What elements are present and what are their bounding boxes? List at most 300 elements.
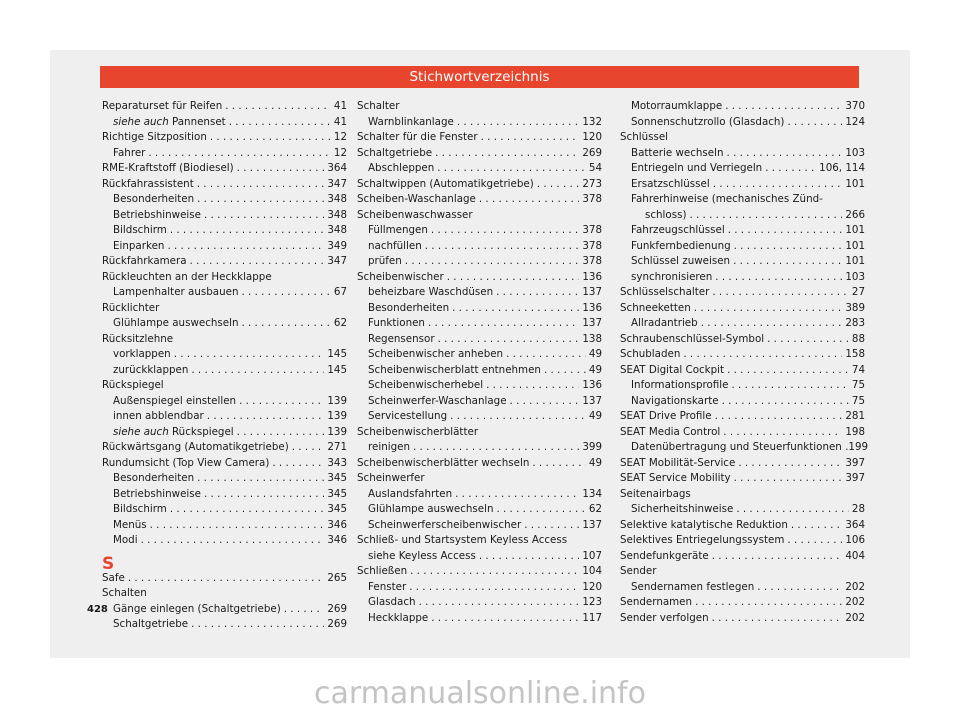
- index-entry-page: 103: [845, 270, 865, 283]
- index-entry-page: 378: [582, 193, 602, 205]
- index-entry-page: 346: [327, 518, 347, 531]
- dot-leader: [272, 457, 324, 469]
- index-entry: [102, 503, 347, 519]
- index-entry-term: Selektive katalytische Reduktion: [620, 518, 788, 531]
- index-entry-term: SEAT Mobilität-Service: [620, 456, 736, 469]
- index-entry-page: 54: [588, 162, 602, 174]
- index-entry-term: Batterie wechseln: [631, 146, 724, 159]
- index-entry: [620, 596, 865, 612]
- index-entry-term: siehe Keyless Access: [368, 549, 476, 562]
- dot-leader: [727, 147, 843, 159]
- index-entry: [102, 410, 347, 426]
- dot-leader: [738, 457, 842, 469]
- index-entry-page: 269: [582, 146, 602, 159]
- dot-leader: [694, 302, 843, 314]
- index-entry: [102, 131, 347, 147]
- index-entry-term: Scheiben-Waschanlage: [357, 193, 476, 205]
- index-entry-term: Füllmengen: [368, 224, 428, 236]
- index-entry: [102, 224, 347, 240]
- index-entry: [620, 255, 865, 271]
- index-entry: [620, 426, 865, 442]
- index-entry: [357, 178, 602, 194]
- index-entry-page: 139: [327, 410, 347, 422]
- dot-leader: [191, 618, 324, 630]
- dot-leader: [787, 534, 842, 546]
- index-entry-page: 265: [327, 571, 347, 584]
- index-entry-page: 347: [327, 255, 347, 267]
- index-entry: [357, 503, 602, 519]
- index-entry-page: 349: [327, 239, 347, 252]
- index-entry-term: Abschleppen: [368, 162, 435, 174]
- index-entry: [620, 519, 865, 535]
- dot-leader: [712, 550, 843, 562]
- index-entry-page: 136: [582, 270, 602, 283]
- index-entry-term: Selektives Entriegelungssystem: [620, 534, 785, 546]
- index-entry-term: Informationsprofile: [631, 379, 729, 391]
- dot-leader: [734, 240, 843, 252]
- index-entry-page: 137: [582, 286, 602, 298]
- index-entry: [357, 162, 602, 178]
- index-entry: [102, 286, 347, 302]
- dot-leader: [715, 410, 843, 422]
- index-entry-term: Motorraumklappe: [631, 100, 723, 112]
- index-entry-page: 101: [845, 239, 865, 252]
- index-entry-term: Glühlampe auswechseln: [113, 317, 239, 329]
- index-entry: [102, 534, 347, 550]
- index-entry-term: Funkfernbedienung: [631, 239, 731, 252]
- index-entry: [102, 457, 347, 473]
- index-entry: [357, 379, 602, 395]
- dot-leader: [791, 519, 842, 531]
- index-entry-page: 137: [582, 394, 602, 407]
- dot-leader: [204, 488, 324, 500]
- index-entry-term: Menüs: [113, 518, 147, 531]
- index-entry-page: 273: [582, 177, 602, 190]
- index-entry-page: 137: [582, 317, 602, 329]
- dot-leader: [713, 178, 843, 190]
- index-entry: [620, 364, 865, 380]
- index-entry-page: 281: [845, 410, 865, 422]
- dot-leader: [428, 317, 579, 329]
- index-entry-term: Schließen: [357, 565, 408, 577]
- index-entry-page: 145: [327, 363, 347, 376]
- dot-leader: [496, 286, 579, 298]
- dot-leader: [506, 348, 586, 360]
- index-entry-page: 117: [582, 611, 602, 624]
- index-entry-page: 67: [333, 286, 347, 298]
- index-entry-term: Modi: [113, 534, 138, 546]
- index-entry: [102, 472, 347, 488]
- index-entry: [102, 572, 347, 588]
- dot-leader: [767, 333, 849, 345]
- index-entry-term: Fahrzeugschlüssel: [631, 224, 725, 236]
- index-entry-term: Schalter für die Fenster: [357, 131, 478, 143]
- index-entry: [620, 581, 865, 597]
- index-entry-term: nachfüllen: [368, 239, 422, 252]
- index-entry: [357, 596, 602, 612]
- index-entry: [102, 209, 347, 225]
- dot-leader: [733, 255, 842, 267]
- index-entry: [357, 224, 602, 240]
- dot-leader: [425, 240, 580, 252]
- index-entry-page: 49: [588, 456, 602, 469]
- index-entry: [620, 193, 865, 209]
- index-entry: [620, 441, 869, 457]
- dot-leader: [204, 209, 324, 221]
- index-entry-term: Heckklappe: [368, 611, 429, 624]
- dot-leader: [496, 503, 585, 515]
- index-page: [50, 50, 910, 658]
- index-entry-page: 27: [851, 286, 865, 298]
- index-entry-term: Glühlampe auswechseln: [368, 503, 494, 515]
- index-entry-page: 75: [851, 394, 865, 407]
- index-entry-term: Scheinwerfer-Waschanlage: [368, 394, 507, 407]
- index-entry-term-text: Pannenset: [168, 115, 226, 128]
- index-entry-term: Schaltgetriebe: [357, 146, 433, 159]
- index-entry: [357, 457, 602, 473]
- index-entry-page: 101: [845, 177, 865, 190]
- index-entry-term: Sendernamen festlegen: [631, 580, 755, 593]
- index-entry-page: 139: [327, 425, 347, 438]
- index-entry: [102, 488, 347, 504]
- index-entry-page: 138: [582, 332, 602, 345]
- index-entry-term: innen abblendbar: [113, 410, 204, 422]
- dot-leader: [210, 131, 331, 143]
- index-entry: [357, 472, 602, 488]
- index-entry: [102, 317, 347, 333]
- dot-leader: [239, 395, 324, 407]
- index-entry-term: Fahrer: [113, 146, 146, 159]
- index-entry-term: Funktionen: [368, 317, 425, 329]
- index-entry-page: 28: [851, 503, 865, 515]
- index-entry-page: 103: [845, 146, 865, 159]
- index-entry-term: SEAT Media Control: [620, 425, 721, 438]
- index-entry: [357, 317, 602, 333]
- index-entry-term: Rückspiegel: [102, 379, 164, 391]
- dot-leader: [237, 426, 325, 438]
- index-entry-page: 399: [582, 441, 602, 453]
- index-entry: [102, 100, 347, 116]
- index-entry-term: Einparken: [113, 239, 165, 252]
- index-entry: [357, 240, 602, 256]
- dot-leader: [683, 348, 842, 360]
- index-entry: [357, 488, 602, 504]
- page-header-title: Stichwortverzeichnis: [100, 66, 859, 88]
- index-entry-term: Safe: [102, 571, 125, 584]
- index-entry: [357, 395, 602, 411]
- dot-leader: [437, 162, 586, 174]
- index-entry-page: 123: [582, 596, 602, 608]
- index-entry-page: 198: [845, 425, 865, 438]
- index-entry-term: Sender: [620, 565, 657, 577]
- dot-leader: [457, 116, 579, 128]
- index-entry: [620, 503, 865, 519]
- index-entry-term: Seitenairbags: [620, 487, 691, 500]
- dot-leader: [524, 519, 579, 531]
- index-entry-term: [113, 116, 226, 128]
- watermark: carmanualsonline.info: [314, 676, 646, 711]
- index-entry: [357, 534, 602, 550]
- index-entry: [102, 271, 347, 287]
- dot-leader: [174, 348, 325, 360]
- dot-leader: [722, 395, 849, 407]
- index-entry: [102, 364, 347, 380]
- index-entry-term: Scheibenwischerblatt entnehmen: [368, 363, 541, 376]
- index-entry: [357, 271, 602, 287]
- index-entry-page: 88: [851, 332, 865, 345]
- index-entry-page: 75: [851, 379, 865, 391]
- index-entry: [620, 131, 865, 147]
- index-entry-page: 345: [327, 472, 347, 484]
- index-entry-term: schloss): [645, 208, 687, 221]
- index-entry-term: Schalter: [357, 100, 400, 112]
- index-entry-page: 378: [582, 239, 602, 252]
- dot-leader: [419, 596, 580, 608]
- index-entry: [357, 286, 602, 302]
- index-entry-term: SEAT Service Mobility: [620, 472, 731, 484]
- index-entry: [102, 333, 347, 349]
- index-entry-term: Auslandsfahrten: [368, 487, 453, 500]
- index-entry: [102, 240, 347, 256]
- index-entry: [620, 550, 865, 566]
- dot-leader: [207, 410, 325, 422]
- index-entry-page: 343: [327, 456, 347, 469]
- index-entry-page: 134: [582, 487, 602, 500]
- index-entry: [357, 348, 602, 364]
- index-entry: [357, 410, 602, 426]
- dot-leader: [725, 100, 842, 112]
- index-entry-term: [113, 426, 234, 438]
- index-entry-term: Fenster: [368, 580, 407, 593]
- dot-leader: [292, 441, 325, 453]
- index-entry-term-text: Rückspiegel: [168, 425, 234, 438]
- index-entry-page: 136: [582, 301, 602, 314]
- index-entry-term: Rückfahrassistent: [102, 177, 194, 190]
- index-entry-page: 12: [333, 131, 347, 143]
- index-entry-page: 364: [845, 518, 865, 531]
- index-entry: [620, 488, 865, 504]
- index-entry: [102, 162, 347, 178]
- index-entry: [620, 472, 865, 488]
- index-entry-term: Servicestellung: [368, 410, 448, 422]
- dot-leader: [455, 488, 579, 500]
- index-entry-term: Regensensor: [368, 332, 435, 345]
- index-entry: [620, 612, 865, 628]
- index-entry-page: 345: [327, 503, 347, 515]
- index-entry-page: 49: [588, 410, 602, 422]
- index-entry-page: 49: [588, 348, 602, 360]
- index-entry: [357, 550, 602, 566]
- dot-leader: [438, 333, 580, 345]
- dot-leader: [727, 364, 849, 376]
- index-entry: [620, 209, 865, 225]
- dot-leader: [141, 534, 325, 546]
- index-entry: [620, 302, 865, 318]
- index-entry: [620, 286, 865, 302]
- index-entry-term: Entriegeln und Verriegeln: [631, 162, 763, 174]
- index-entry-term: Allradantrieb: [631, 317, 698, 329]
- index-entry-term: Schalten: [102, 587, 147, 599]
- index-entry-page: 62: [333, 317, 347, 329]
- index-entry: [102, 426, 347, 442]
- index-entry: [357, 581, 602, 597]
- index-entry: [357, 612, 602, 628]
- index-entry-term: Rundumsicht (Top View Camera): [102, 456, 270, 469]
- index-entry-see-also: siehe auch: [113, 115, 169, 128]
- index-entry-page: 370: [845, 100, 865, 112]
- index-entry-term: Sender verfolgen: [620, 611, 709, 624]
- dot-leader: [148, 147, 331, 159]
- index-entry: [102, 193, 347, 209]
- index-entry: [357, 364, 602, 380]
- index-entry-page: 101: [845, 255, 865, 267]
- dot-leader: [479, 193, 579, 205]
- index-entry: [620, 333, 865, 349]
- dot-leader: [532, 457, 586, 469]
- index-entry: [620, 457, 865, 473]
- dot-leader: [452, 302, 579, 314]
- dot-leader: [167, 240, 324, 252]
- dot-leader: [435, 147, 579, 159]
- index-entry-term: prüfen: [368, 255, 402, 267]
- index-column-1: [102, 100, 347, 634]
- dot-leader: [431, 612, 579, 624]
- index-entry-page: 124: [845, 115, 865, 128]
- index-entry: [102, 255, 347, 271]
- index-entry-term: Reparaturset für Reifen: [102, 100, 223, 112]
- index-section-letter: S: [102, 553, 115, 574]
- dot-leader: [241, 286, 330, 298]
- index-entry-term: Schlüsselschalter: [620, 286, 710, 298]
- index-entry-term: synchronisieren: [631, 270, 713, 283]
- index-entry-term: reinigen: [368, 441, 410, 453]
- index-entry: [620, 116, 865, 132]
- index-entry-term: Bildschirm: [113, 224, 167, 236]
- index-entry: [102, 395, 347, 411]
- index-entry-term: Betriebshinweise: [113, 208, 201, 221]
- index-entry-term: Sicherheitshinweise: [631, 503, 734, 515]
- dot-leader: [170, 503, 325, 515]
- dot-leader: [413, 441, 579, 453]
- index-entry-term: Navigationskarte: [631, 394, 719, 407]
- index-entry-term: Ersatzschlüssel: [631, 177, 710, 190]
- index-entry-term: Betriebshinweise: [113, 487, 201, 500]
- dot-leader: [410, 565, 579, 577]
- index-entry: [102, 441, 347, 457]
- dot-leader: [736, 503, 849, 515]
- index-entry-term: Gänge einlegen (Schaltgetriebe): [113, 602, 281, 615]
- dot-leader: [723, 426, 842, 438]
- index-entry: [620, 162, 865, 178]
- index-entry: [620, 240, 865, 256]
- index-entry-page: 271: [327, 441, 347, 453]
- dot-leader: [544, 364, 586, 376]
- index-entry: [357, 209, 602, 225]
- dot-leader: [284, 603, 325, 615]
- index-entry-term: Außenspiegel einstellen: [113, 394, 237, 407]
- index-entry-page: 202: [845, 611, 865, 624]
- index-entry-page: 120: [582, 131, 602, 143]
- dot-leader: [197, 193, 324, 205]
- dot-leader: [229, 116, 331, 128]
- index-entry: [102, 519, 347, 535]
- index-entry: [357, 116, 602, 132]
- dot-leader: [481, 131, 580, 143]
- index-entry-page: 202: [845, 596, 865, 608]
- dot-leader: [479, 550, 580, 562]
- index-entry-term: Rückfahrkamera: [102, 255, 187, 267]
- index-entry-term: SEAT Digital Cockpit: [620, 363, 725, 376]
- index-entry: [620, 100, 865, 116]
- index-entry-page: 348: [327, 193, 347, 205]
- index-entry-term: Bildschirm: [113, 503, 167, 515]
- index-entry: [102, 147, 347, 163]
- index-entry-term: Scheibenwischer anheben: [368, 348, 504, 360]
- dot-leader: [757, 581, 842, 593]
- index-entry-page: 158: [845, 348, 865, 360]
- index-entry-term: Rücklichter: [102, 301, 160, 314]
- index-entry-term: Besonderheiten: [368, 301, 450, 314]
- index-entry-page: 345: [327, 487, 347, 500]
- dot-leader: [190, 255, 325, 267]
- index-entry: [357, 519, 602, 535]
- index-entry-term: Scheibenwischerblätter: [357, 425, 479, 438]
- index-entry-term: Schließ- und Startsystem Keyless Access: [357, 534, 568, 546]
- index-entry: [620, 147, 865, 163]
- index-entry-page: 41: [333, 115, 347, 128]
- index-entry: [357, 147, 602, 163]
- index-entry: [102, 178, 347, 194]
- index-entry-term: Besonderheiten: [113, 472, 195, 484]
- dot-leader: [765, 162, 816, 174]
- index-entry: [620, 317, 865, 333]
- index-entry-page: 74: [851, 363, 865, 376]
- index-entry-term: SEAT Drive Profile: [620, 410, 712, 422]
- index-entry-term: Schlüssel: [620, 131, 669, 143]
- index-entry-term: Sendefunkgeräte: [620, 549, 709, 562]
- index-entry-term: Lampenhalter ausbauen: [113, 286, 239, 298]
- dot-leader: [701, 317, 843, 329]
- dot-leader: [405, 255, 580, 267]
- dot-leader: [431, 224, 579, 236]
- dot-leader: [447, 271, 580, 283]
- index-entry-term: vorklappen: [113, 348, 171, 360]
- index-entry-term: Schlüssel zuweisen: [631, 255, 731, 267]
- index-entry: [357, 193, 602, 209]
- dot-leader: [787, 116, 842, 128]
- index-entry-term: Rückleuchten an der Heckklappe: [102, 270, 272, 283]
- dot-leader: [712, 612, 843, 624]
- index-entry-page: 348: [327, 208, 347, 221]
- index-entry: [357, 302, 602, 318]
- index-entry: [620, 224, 865, 240]
- index-entry-page: 49: [588, 363, 602, 376]
- index-entry-term: Sendernamen: [620, 596, 693, 608]
- index-entry-page: 12: [333, 146, 347, 159]
- index-entry-page: 41: [333, 100, 347, 112]
- index-entry-page: 139: [327, 394, 347, 407]
- index-entry-page: 106, 114: [819, 162, 865, 174]
- index-entry-page: 106: [845, 534, 865, 546]
- index-entry-page: 199: [848, 441, 869, 453]
- index-entry-page: 397: [845, 456, 865, 469]
- index-entry: [620, 271, 865, 287]
- index-entry-page: 104: [582, 565, 602, 577]
- index-column-2: [357, 100, 602, 627]
- index-entry-term: Scheibenwischer: [357, 270, 444, 283]
- dot-leader: [715, 271, 842, 283]
- index-entry: [102, 618, 347, 634]
